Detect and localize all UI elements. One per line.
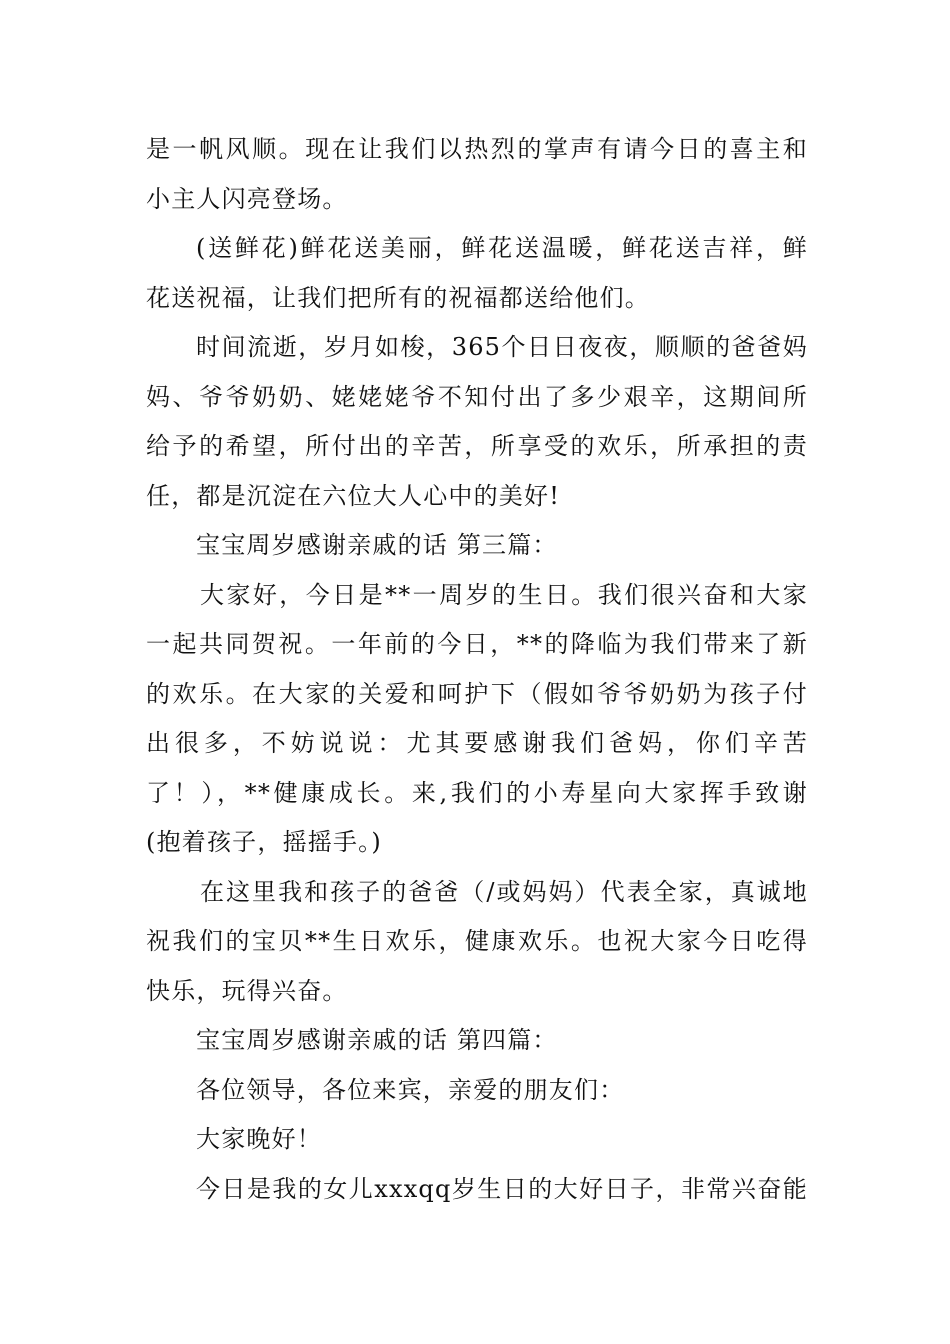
text-line: 祝我们的宝贝**生日欢乐，健康欢乐。也祝大家今日吃得	[146, 927, 808, 955]
text-line: 一起共同贺祝。一年前的今日，**的降临为我们带来了新	[146, 630, 808, 658]
text-line: (抱着孩子，摇摇手。)	[146, 828, 382, 856]
text-line: 快乐，玩得兴奋。	[146, 976, 348, 1005]
text-line: 宝宝周岁感谢亲戚的话 第四篇：	[196, 1026, 558, 1054]
text-line: 是一帆风顺。现在让我们以热烈的掌声有请今日的喜主和	[146, 135, 808, 163]
text-line: 在这里我和孩子的爸爸（/或妈妈）代表全家，真诚地	[200, 877, 808, 906]
text-line: 今日是我的女儿xxxqq岁生日的大好日子，非常兴奋能	[196, 1174, 808, 1203]
text-line: 花送祝福，让我们把所有的祝福都送给他们。	[146, 283, 650, 312]
text-line: 时间流逝，岁月如梭，365个日日夜夜，顺顺的爸爸妈	[196, 333, 808, 361]
text-line: 妈、爷爷奶奶、姥姥姥爷不知付出了多少艰辛，这期间所	[146, 382, 808, 411]
text-line: 宝宝周岁感谢亲戚的话 第三篇：	[196, 531, 558, 559]
text-line: 的欢乐。在大家的关爱和呵护下（假如爷爷奶奶为孩子付	[146, 679, 808, 708]
text-line: 出很多，不妨说说：尤其要感谢我们爸妈，你们辛苦	[146, 729, 808, 757]
text-line: 大家好，今日是**一周岁的生日。我们很兴奋和大家	[200, 580, 808, 609]
text-line: 任，都是沉淀在六位大人心中的美好!	[146, 481, 561, 510]
text-line: (送鲜花)鲜花送美丽，鲜花送温暖，鲜花送吉祥，鲜	[196, 234, 808, 262]
text-line: 大家晚好！	[196, 1125, 322, 1153]
document-body	[146, 125, 808, 1214]
text-line: 了！），**健康成长。来,我们的小寿星向大家挥手致谢	[146, 778, 808, 807]
text-line: 小主人闪亮登场。	[146, 184, 348, 213]
text-line: 各位领导，各位来宾，亲爱的朋友们：	[196, 1075, 625, 1104]
text-line: 给予的希望，所付出的辛苦，所享受的欢乐，所承担的责	[146, 432, 808, 460]
